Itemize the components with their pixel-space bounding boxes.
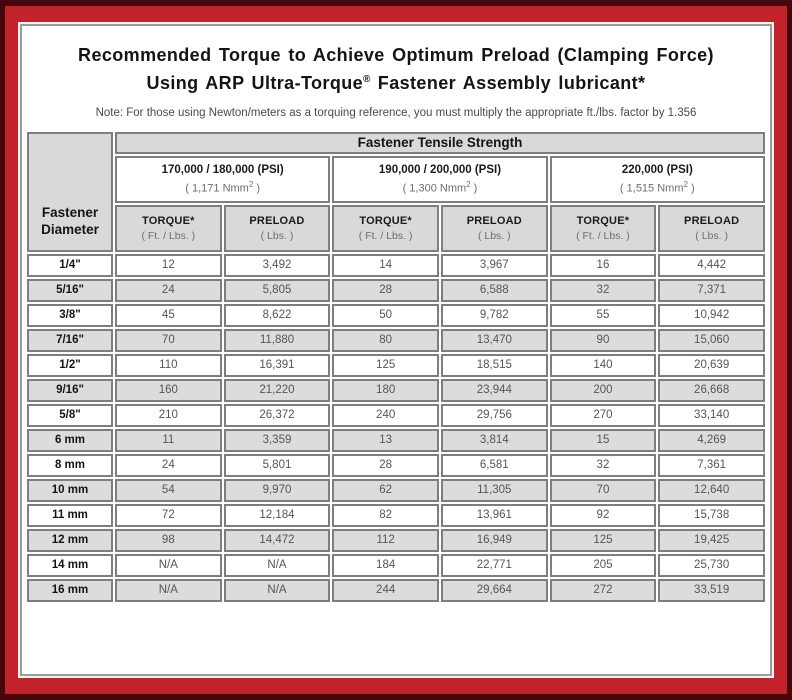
fastener-diameter-cell: 5/16" [27, 279, 113, 302]
torque-value-cell: 140 [550, 354, 657, 377]
fastener-diameter-cell: 9/16" [27, 379, 113, 402]
table-row [27, 579, 765, 602]
table-row [27, 354, 765, 377]
psi-label: 170,000 / 180,000 (PSI) [161, 163, 284, 176]
preload-value-cell: 26,372 [224, 404, 331, 427]
preload-value-cell: 18,515 [441, 354, 548, 377]
fastener-diameter-cell: 1/2" [27, 354, 113, 377]
fastener-diameter-cell: 1/4" [27, 254, 113, 277]
table-body [27, 254, 765, 602]
torque-value-cell: 62 [332, 479, 439, 502]
torque-value-cell: 112 [332, 529, 439, 552]
table-row [27, 504, 765, 527]
preload-value-cell: 7,371 [658, 279, 765, 302]
fastener-diameter-cell: 10 mm [27, 479, 113, 502]
nmm-label: ( 1,300 Nmm$^2$ ) [402, 179, 478, 195]
torque-column-header: TORQUE* ( Ft. / Lbs. ) [550, 205, 657, 252]
preload-value-cell: 33,519 [658, 579, 765, 602]
torque-column-header: TORQUE* ( Ft. / Lbs. ) [115, 205, 222, 252]
preload-value-cell: 7,361 [658, 454, 765, 477]
fastener-diameter-cell: 7/16" [27, 329, 113, 352]
torque-value-cell: 24 [115, 279, 222, 302]
preload-value-cell: N/A [224, 554, 331, 577]
preload-value-cell: 12,640 [658, 479, 765, 502]
torque-value-cell: 15 [550, 429, 657, 452]
table-row [27, 404, 765, 427]
torque-value-cell: 14 [332, 254, 439, 277]
psi-header-row [27, 156, 765, 203]
fastener-diameter-cell: 14 mm [27, 554, 113, 577]
page-title [25, 42, 767, 98]
preload-value-cell: 12,184 [224, 504, 331, 527]
conversion-note: Note: For those using Newton/meters as a torquing reference, you must multiply the appropriate ft./lbs. factor by 1.356 [95, 106, 697, 119]
torque-value-cell: 16 [550, 254, 657, 277]
preload-value-cell: 29,756 [441, 404, 548, 427]
preload-value-cell: 11,880 [224, 329, 331, 352]
preload-value-cell: 6,588 [441, 279, 548, 302]
preload-value-cell: 5,801 [224, 454, 331, 477]
table-row [27, 529, 765, 552]
torque-value-cell: 244 [332, 579, 439, 602]
nmm-label: ( 1,171 Nmm$^2$ ) [185, 179, 261, 195]
psi-label: 190,000 / 200,000 (PSI) [378, 163, 502, 176]
preload-value-cell: 25,730 [658, 554, 765, 577]
preload-value-cell: 15,060 [658, 329, 765, 352]
fastener-diameter-cell: 16 mm [27, 579, 113, 602]
preload-value-cell: 3,967 [441, 254, 548, 277]
preload-value-cell: N/A [224, 579, 331, 602]
torque-value-cell: 72 [115, 504, 222, 527]
psi-header-190-200 [332, 156, 547, 203]
preload-value-cell: 4,442 [658, 254, 765, 277]
torque-value-cell: 12 [115, 254, 222, 277]
psi-header-220 [550, 156, 765, 203]
preload-column-header: PRELOAD ( Lbs. ) [658, 205, 765, 252]
torque-value-cell: 32 [550, 279, 657, 302]
torque-value-cell: 45 [115, 304, 222, 327]
torque-value-cell: 70 [550, 479, 657, 502]
torque-value-cell: 210 [115, 404, 222, 427]
torque-value-cell: 13 [332, 429, 439, 452]
table-row [27, 479, 765, 502]
torque-value-cell: 110 [115, 354, 222, 377]
torque-value-cell: 180 [332, 379, 439, 402]
fastener-diameter-cell: 5/8" [27, 404, 113, 427]
preload-value-cell: 22,771 [441, 554, 548, 577]
preload-value-cell: 10,942 [658, 304, 765, 327]
torque-value-cell: 70 [115, 329, 222, 352]
fastener-diameter-cell: 6 mm [27, 429, 113, 452]
tensile-strength-header-row [27, 132, 765, 154]
torque-value-cell: 28 [332, 279, 439, 302]
torque-value-cell: 55 [550, 304, 657, 327]
torque-value-cell: 54 [115, 479, 222, 502]
table-row [27, 329, 765, 352]
table-row [27, 454, 765, 477]
fastener-diameter-cell: 11 mm [27, 504, 113, 527]
torque-value-cell: 90 [550, 329, 657, 352]
fastener-diameter-cell: 3/8" [27, 304, 113, 327]
torque-value-cell: 160 [115, 379, 222, 402]
preload-value-cell: 21,220 [224, 379, 331, 402]
torque-value-cell: 28 [332, 454, 439, 477]
table-row [27, 429, 765, 452]
torque-value-cell: 80 [332, 329, 439, 352]
preload-value-cell: 16,391 [224, 354, 331, 377]
preload-value-cell: 9,782 [441, 304, 548, 327]
preload-value-cell: 5,805 [224, 279, 331, 302]
content-panel [20, 24, 772, 676]
preload-value-cell: 14,472 [224, 529, 331, 552]
torque-preload-table [25, 130, 767, 604]
torque-value-cell: 125 [332, 354, 439, 377]
torque-value-cell: 11 [115, 429, 222, 452]
title-line2: Using ARP Ultra-Torque® Fastener Assembly lubricant* [146, 72, 646, 93]
fastener-diameter-header: Fastener Diameter [27, 132, 113, 252]
torque-value-cell: N/A [115, 579, 222, 602]
preload-value-cell: 8,622 [224, 304, 331, 327]
preload-column-header: PRELOAD ( Lbs. ) [441, 205, 548, 252]
red-border-frame [5, 6, 787, 694]
preload-value-cell: 13,470 [441, 329, 548, 352]
table-row [27, 279, 765, 302]
torque-column-header: TORQUE* ( Ft. / Lbs. ) [332, 205, 439, 252]
torque-value-cell: 82 [332, 504, 439, 527]
nmm-label: ( 1,515 Nmm$^2$ ) [619, 179, 695, 195]
inner-panel-gap [18, 22, 774, 678]
torque-value-cell: 24 [115, 454, 222, 477]
title-line1: Recommended Torque to Achieve Optimum Preload (Clamping Force) [78, 45, 714, 65]
table-row [27, 304, 765, 327]
preload-value-cell: 6,581 [441, 454, 548, 477]
psi-label: 220,000 (PSI) [621, 163, 693, 176]
torque-value-cell: 205 [550, 554, 657, 577]
torque-value-cell: 270 [550, 404, 657, 427]
table-row [27, 554, 765, 577]
preload-value-cell: 20,639 [658, 354, 765, 377]
preload-value-cell: 33,140 [658, 404, 765, 427]
preload-value-cell: 16,949 [441, 529, 548, 552]
torque-value-cell: 184 [332, 554, 439, 577]
registered-trademark-symbol: ® [363, 73, 371, 85]
preload-value-cell: 3,814 [441, 429, 548, 452]
preload-value-cell: 26,668 [658, 379, 765, 402]
preload-value-cell: 23,944 [441, 379, 548, 402]
torque-value-cell: 32 [550, 454, 657, 477]
torque-value-cell: 98 [115, 529, 222, 552]
preload-value-cell: 11,305 [441, 479, 548, 502]
preload-value-cell: 3,492 [224, 254, 331, 277]
preload-value-cell: 3,359 [224, 429, 331, 452]
preload-value-cell: 15,738 [658, 504, 765, 527]
torque-value-cell: 92 [550, 504, 657, 527]
fastener-diameter-cell: 12 mm [27, 529, 113, 552]
torque-value-cell: 272 [550, 579, 657, 602]
psi-header-170-180 [115, 156, 330, 203]
fastener-diameter-cell: 8 mm [27, 454, 113, 477]
torque-value-cell: 240 [332, 404, 439, 427]
preload-value-cell: 9,970 [224, 479, 331, 502]
torque-value-cell: 50 [332, 304, 439, 327]
preload-value-cell: 13,961 [441, 504, 548, 527]
preload-value-cell: 29,664 [441, 579, 548, 602]
torque-value-cell: 200 [550, 379, 657, 402]
torque-value-cell: 125 [550, 529, 657, 552]
tensile-strength-header: Fastener Tensile Strength [115, 132, 765, 154]
table-row [27, 254, 765, 277]
column-header-row [27, 205, 765, 252]
preload-value-cell: 4,269 [658, 429, 765, 452]
table-row [27, 379, 765, 402]
preload-value-cell: 19,425 [658, 529, 765, 552]
preload-column-header: PRELOAD ( Lbs. ) [224, 205, 331, 252]
torque-value-cell: N/A [115, 554, 222, 577]
